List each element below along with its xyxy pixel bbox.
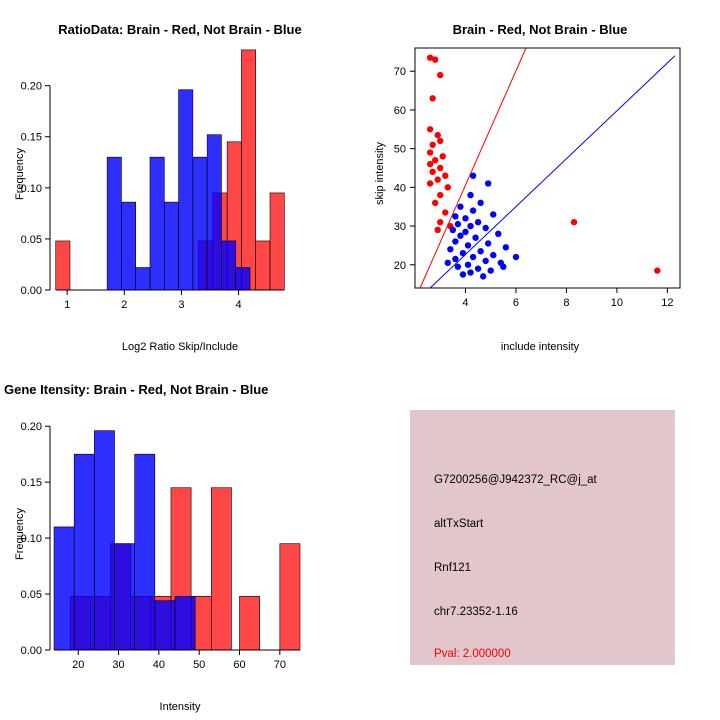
ratio-histogram-title: RatioData: Brain - Red, Not Brain - Blue [58, 22, 302, 37]
histogram-bar [121, 202, 135, 290]
histogram-bar [211, 488, 231, 650]
event-type-text: altTxStart [434, 518, 484, 530]
histogram-bar [155, 601, 175, 650]
scatter-point [435, 227, 441, 233]
scatter-point [465, 262, 471, 268]
annotation-box [410, 410, 675, 665]
scatter-point [571, 219, 577, 225]
scatter-point [447, 246, 453, 252]
histogram-bar [207, 135, 221, 290]
axis-tick-label: 0.15 [20, 477, 42, 490]
scatter-point [427, 161, 433, 167]
histogram-bar [164, 202, 178, 290]
gene-name-text: Rnf121 [434, 562, 472, 574]
axis-tick-label: 0.10 [20, 182, 42, 195]
scatter-point [470, 254, 476, 260]
scatter-point [435, 132, 441, 138]
scatter-point [500, 264, 506, 270]
scatter-point [462, 229, 468, 235]
scatter-point [437, 219, 443, 225]
scatter-point [462, 215, 468, 221]
scatter-ylabel: skip intensity [374, 142, 386, 205]
gene-intensity-panel [0, 360, 360, 720]
scatter-point [465, 242, 471, 248]
scatter-point [445, 184, 451, 190]
axis-tick-label: 70 [273, 659, 286, 671]
scatter-point [475, 219, 481, 225]
scatter-point [503, 244, 509, 250]
histogram-bar [240, 596, 260, 650]
gene-intensity-ylabel: Frequency [14, 508, 26, 560]
scatter-point [475, 265, 481, 271]
histogram-bar [256, 241, 270, 290]
axis-tick-label: 50 [393, 143, 406, 156]
axis-tick-label: 0.20 [20, 421, 42, 434]
pval-text: Pval: 2.000000 [434, 648, 511, 660]
axis-tick-label: 6 [512, 297, 520, 309]
histogram-bar [280, 544, 300, 650]
histogram-bar [175, 596, 195, 650]
histogram-bar [74, 454, 94, 650]
histogram-bar [56, 241, 70, 290]
axis-tick-label: 8 [563, 297, 570, 309]
histogram-bar [54, 527, 74, 650]
scatter-point [452, 256, 458, 262]
scatter-point [485, 240, 491, 246]
scatter-panel [360, 0, 720, 360]
plot-frame [415, 48, 680, 288]
gene-intensity-xlabel: Intensity [159, 701, 201, 713]
ratio-histogram-ylabel: Frequency [14, 148, 26, 200]
scatter-point [488, 267, 494, 273]
scatter-point [437, 192, 443, 198]
probe-id-text: G7200256@J942372_RC@j_at [434, 474, 597, 486]
scatter-point [435, 176, 441, 182]
scatter-point [445, 260, 451, 266]
histogram-bar [241, 50, 255, 290]
axis-tick-label: 0.00 [20, 645, 42, 657]
axis-tick-label: 1 [64, 299, 71, 311]
axis-tick-label: 12 [661, 297, 674, 309]
scatter-point [654, 267, 660, 273]
scatter-point [427, 149, 433, 155]
scatter-point [480, 273, 486, 279]
histogram-bar [236, 268, 250, 290]
scatter-point [450, 227, 456, 233]
scatter-point [429, 142, 435, 148]
scatter-point [490, 252, 496, 258]
scatter-point [442, 173, 448, 179]
ratio-histogram-plot [0, 0, 360, 340]
scatter-point [455, 264, 461, 270]
scatter-point [455, 221, 461, 227]
axis-tick-label: 0.15 [20, 131, 42, 144]
histogram-bar [107, 157, 121, 290]
axis-tick-label: 3 [178, 299, 185, 311]
axis-tick-label: 40 [393, 182, 406, 195]
scatter-point [470, 173, 476, 179]
axis-tick-label: 20 [72, 659, 85, 671]
scatter-point [470, 207, 476, 213]
ratio-histogram-panel [0, 0, 360, 360]
scatter-point [467, 192, 473, 198]
scatter-point [457, 233, 463, 239]
scatter-point [513, 254, 519, 260]
axis-tick-label: 4 [235, 299, 242, 311]
scatter-point [427, 180, 433, 186]
scatter-point [460, 250, 466, 256]
axis-tick-label: 10 [610, 297, 624, 309]
scatter-point [440, 153, 446, 159]
scatter-point [490, 211, 496, 217]
scatter-point [452, 213, 458, 219]
axis-tick-label: 60 [393, 104, 406, 117]
scatter-point [442, 209, 448, 215]
scatter-point [467, 223, 473, 229]
scatter-point [495, 231, 501, 237]
ratio-histogram-xlabel: Log2 Ratio Skip/Include [121, 341, 239, 353]
histogram-bar [179, 90, 193, 290]
axis-tick-label: 0.05 [20, 589, 42, 602]
scatter-title: Brain - Red, Not Brain - Blue [452, 22, 628, 37]
axis-tick-label: 0.05 [20, 233, 42, 246]
scatter-point [485, 180, 491, 186]
scatter-point [437, 72, 443, 78]
info-panel [360, 360, 720, 720]
gene-intensity-plot [0, 360, 360, 700]
histogram-bar [135, 454, 155, 650]
axis-tick-label: 0.20 [20, 80, 42, 93]
scatter-point [457, 204, 463, 210]
axis-tick-label: 4 [462, 297, 469, 309]
scatter-xlabel: include intensity [500, 341, 580, 353]
reference-line-brain-fit [420, 48, 526, 288]
scatter-point [432, 157, 438, 163]
scatter-point [460, 271, 466, 277]
histogram-bar [221, 241, 235, 290]
axis-tick-label: 50 [193, 659, 206, 671]
scatter-point [482, 225, 488, 231]
axis-tick-label: 30 [112, 659, 125, 671]
scatter-point [482, 258, 488, 264]
axis-tick-label: 0.10 [20, 533, 42, 546]
histogram-bar [94, 431, 114, 650]
axis-tick-label: 2 [121, 299, 128, 311]
axis-tick-label: 0.00 [20, 285, 42, 297]
scatter-plot [360, 0, 720, 340]
scatter-point [437, 138, 443, 144]
scatter-point [467, 269, 473, 275]
axis-tick-label: 60 [233, 659, 246, 671]
reference-line-not-brain-fit [430, 56, 675, 288]
histogram-bar [115, 544, 135, 650]
histogram-bar [193, 157, 207, 290]
locus-text: chr7.23352-1.16 [434, 606, 518, 618]
scatter-point [429, 169, 435, 175]
histogram-bar [270, 193, 284, 290]
scatter-point [472, 234, 478, 240]
gene-intensity-title: Gene Itensity: Brain - Red, Not Brain - Blue [4, 382, 269, 397]
scatter-point [452, 238, 458, 244]
scatter-point [477, 200, 483, 206]
histogram-bar [150, 157, 164, 290]
scatter-point [427, 126, 433, 132]
scatter-point [429, 95, 435, 101]
axis-tick-label: 40 [152, 659, 165, 671]
axis-tick-label: 20 [393, 259, 406, 272]
axis-tick-label: 70 [393, 66, 406, 79]
scatter-point [432, 56, 438, 62]
scatter-point [477, 248, 483, 254]
scatter-point [432, 200, 438, 206]
scatter-point [437, 165, 443, 171]
axis-tick-label: 30 [393, 221, 406, 234]
histogram-bar [136, 268, 150, 290]
